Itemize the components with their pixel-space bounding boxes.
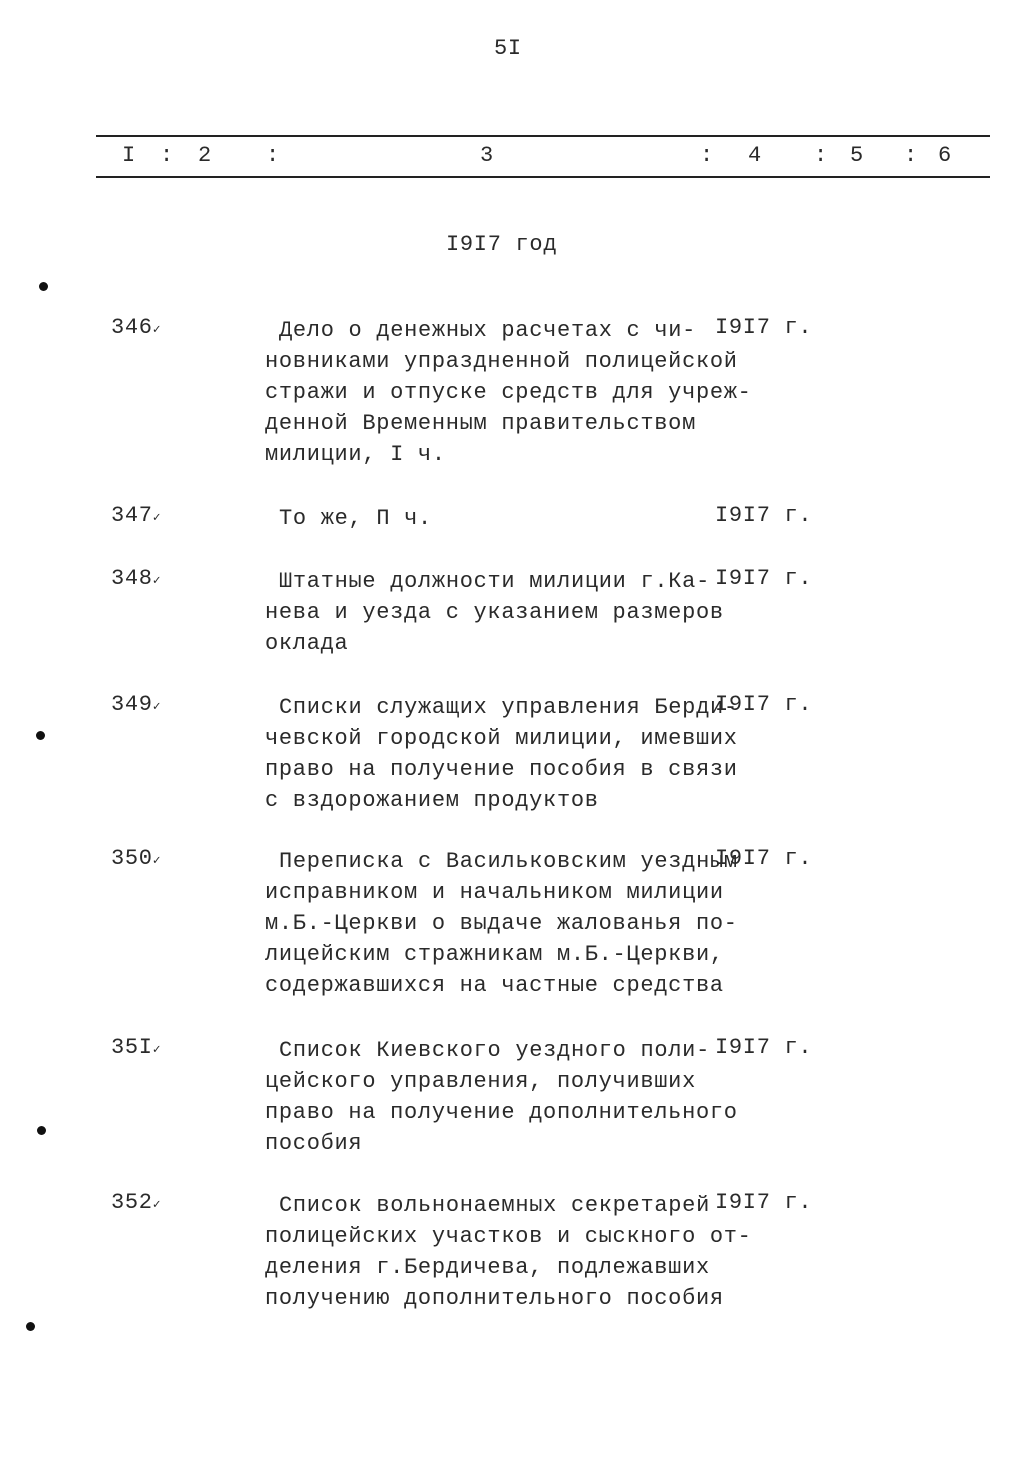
check-mark-icon: ✓ [152, 1197, 162, 1212]
col-sep: : [814, 143, 828, 168]
description-line: право на получение пособия в связи [265, 757, 738, 782]
entry-number-text: 350 [111, 846, 153, 871]
description-line: милиции, I ч. [265, 442, 446, 467]
entry-year: I9I7 г. [715, 846, 813, 871]
page-number: 5I [494, 36, 522, 61]
entry-number-text: 349 [111, 692, 153, 717]
entry-number-text: 346 [111, 315, 153, 340]
punch-hole-mark [37, 1126, 46, 1135]
description-line: нева и уезда с указанием размеров [265, 600, 724, 625]
description-line: денной Временным правительством [265, 411, 696, 436]
description-line: цейского управления, получивших [265, 1069, 696, 1094]
check-mark-icon: ✓ [152, 853, 162, 868]
entry-description [265, 1190, 752, 1314]
check-mark-icon: ✓ [152, 1042, 162, 1057]
entry-year: I9I7 г. [715, 1190, 813, 1215]
description-line: То же, П ч. [279, 506, 432, 531]
entry-description [265, 315, 752, 470]
check-mark-icon: ✓ [152, 573, 162, 588]
col-sep: : [700, 143, 714, 168]
check-mark-icon: ✓ [152, 510, 162, 525]
col-6: 6 [938, 143, 952, 168]
entry-number [111, 503, 161, 528]
header-rule-bottom [96, 176, 990, 178]
entry-year: I9I7 г. [715, 1035, 813, 1060]
description-line: новниками упраздненной полицейской [265, 349, 738, 374]
description-line: лицейским стражникам м.Б.-Церкви, [265, 942, 724, 967]
entry-description [265, 1035, 738, 1159]
entry-year: I9I7 г. [715, 566, 813, 591]
punch-hole-mark [39, 282, 48, 291]
entry-number [111, 692, 161, 717]
entry-number [111, 566, 161, 591]
col-sep: : [904, 143, 918, 168]
punch-hole-mark [36, 731, 45, 740]
col-5: 5 [850, 143, 864, 168]
entry-description [265, 503, 432, 534]
col-3: 3 [480, 143, 494, 168]
col-4: 4 [748, 143, 762, 168]
description-line: чевской городской милиции, имевших [265, 726, 738, 751]
description-line: пособия [265, 1131, 363, 1156]
entry-description [265, 692, 738, 816]
col-sep: : [160, 143, 174, 168]
description-line: м.Б.-Церкви о выдаче жалованья по- [265, 911, 738, 936]
entry-number-text: 347 [111, 503, 153, 528]
entry-number [111, 1190, 161, 1215]
punch-hole-mark [26, 1322, 35, 1331]
entry-description [265, 846, 738, 1001]
description-line: Штатные должности милиции г.Ка- [279, 569, 710, 594]
entry-year: I9I7 г. [715, 503, 813, 528]
check-mark-icon: ✓ [152, 322, 162, 337]
description-line: Списки служащих управления Берди- [279, 695, 738, 720]
entry-year: I9I7 г. [715, 315, 813, 340]
description-line: деления г.Бердичева, подлежавших [265, 1255, 710, 1280]
description-line: исправником и начальником милиции [265, 880, 724, 905]
description-line: получению дополнительного пособия [265, 1286, 724, 1311]
col-1: I [122, 143, 136, 168]
entry-number [111, 1035, 161, 1060]
entry-year: I9I7 г. [715, 692, 813, 717]
description-line: полицейских участков и сыскного от- [265, 1224, 752, 1249]
description-line: Список Киевского уездного поли- [279, 1038, 710, 1063]
entry-description [265, 566, 724, 659]
entry-number-text: 352 [111, 1190, 153, 1215]
section-title: I9I7 год [446, 232, 558, 257]
entry-number [111, 315, 161, 340]
check-mark-icon: ✓ [152, 699, 162, 714]
description-line: Переписка с Васильковским уездным [279, 849, 738, 874]
header-rule-top [96, 135, 990, 137]
entry-number [111, 846, 161, 871]
col-sep: : [266, 143, 280, 168]
description-line: с вздорожанием продуктов [265, 788, 599, 813]
description-line: Дело о денежных расчетах с чи- [279, 318, 697, 343]
entry-number-text: 35I [111, 1035, 153, 1060]
col-2: 2 [198, 143, 212, 168]
entry-number-text: 348 [111, 566, 153, 591]
description-line: содержавшихся на частные средства [265, 973, 724, 998]
description-line: Список вольнонаемных секретарей [279, 1193, 710, 1218]
description-line: оклада [265, 631, 349, 656]
description-line: стражи и отпуске средств для учреж- [265, 380, 752, 405]
description-line: право на получение дополнительного [265, 1100, 738, 1125]
